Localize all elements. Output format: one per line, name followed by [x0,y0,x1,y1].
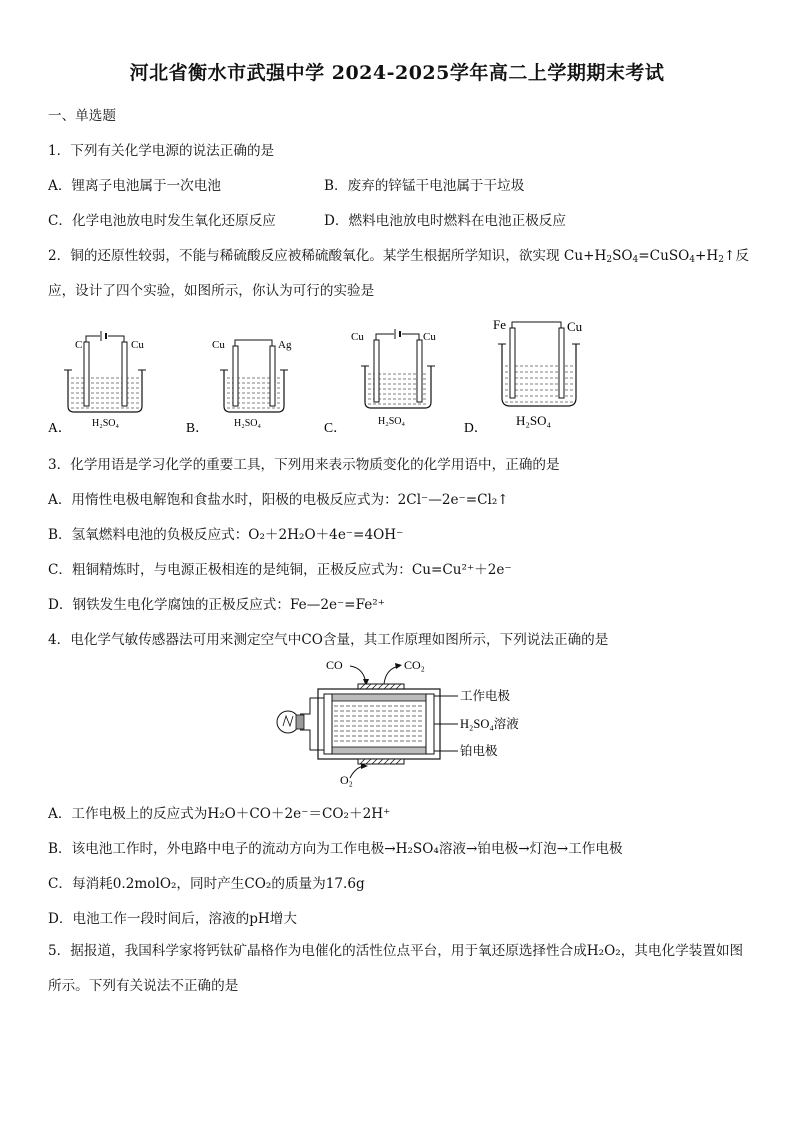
electrolyte-label: H₂SO₄ [516,413,552,428]
q4-sensor-diagram [270,654,560,790]
pt-electrode-label: 铂电极 [460,744,498,758]
q1-option-c: C．化学电池放电时发生氧化还原反应 [48,213,276,229]
q3-option-c: C．粗铜精炼时，与电源正极相连的是纯铜，正极反应式为：Cu=Cu²⁺＋2e⁻ [48,562,512,578]
q4-option-c: C．每消耗0.2molO₂，同时产生CO₂的质量为17.6g [48,876,365,892]
electrode-label: Cu [423,331,436,343]
electrode-label: Fe [493,317,506,332]
q4-stem: 4．电化学气敏传感器法可用来测定空气中CO含量，其工作原理如图所示，下列说法正确的是 [48,632,609,648]
electrode-label: C [75,339,83,351]
apparatus-d [464,317,583,435]
q2-stem-line2: 应，设计了四个实验，如图所示，你认为可行的实验是 [48,283,375,299]
electrolyte-label: H₂SO₄ [378,416,405,427]
q4-option-a: A．工作电极上的反应式为H₂O＋CO＋2e⁻＝CO₂＋2H⁺ [48,806,391,822]
light-bulb-icon [277,711,304,733]
apparatus-c [324,329,436,435]
electrolyte-label: H₂SO₄ [234,418,261,429]
apparatus-b [186,339,292,435]
q2-apparatus-figures [40,312,600,438]
q3-option-b: B．氢氧燃料电池的负极反应式：O₂＋2H₂O＋4e⁻=4OH⁻ [48,527,404,543]
q1-option-b: B．废弃的锌锰干电池属于干垃圾 [324,178,525,194]
option-label-a: A． [48,420,72,435]
solution-label: H₂SO₄溶液 [460,717,519,731]
option-label-d: D． [464,420,488,435]
q1-stem: 1．下列有关化学电源的说法正确的是 [48,143,275,159]
electrolyte-label: H₂SO₄ [92,418,119,429]
electrode-label: Cu [351,331,364,343]
section-heading: 一、单选题 [48,108,116,124]
electrode-label: Cu [567,319,583,334]
option-label-b: B． [186,420,209,435]
q3-stem: 3．化学用语是学习化学的重要工具，下列用来表示物质变化的化学用语中，正确的是 [48,457,560,473]
q1-option-a: A．锂离子电池属于一次电池 [48,178,221,194]
electrode-label: Cu [131,339,144,351]
q3-option-a: A．用惰性电极电解饱和食盐水时，阳极的电极反应式为：2Cl⁻—2e⁻=Cl₂↑ [48,492,509,508]
electrode-label: Cu [212,339,225,351]
option-label-c: C． [324,420,347,435]
electrode-label: Ag [278,339,292,351]
q5-stem: 5．据报道，我国科学家将钙钛矿晶格作为电催化的活性位点平台，用于氧还原选择性合成H₂O₂，其电化学装置如图所示。下列有关说法不正确的是 [48,943,744,994]
q1-option-d: D．燃料电池放电时燃料在电池正极反应 [324,213,566,229]
q3-option-d: D．钢铁发生电化学腐蚀的正极反应式：Fe—2e⁻=Fe²⁺ [48,597,385,613]
co2-label: CO₂ [404,658,425,672]
q4-option-b: B．该电池工作时，外电路中电子的流动方向为工作电极→H₂SO₄溶液→铂电极→灯泡→工作电极 [48,841,623,857]
q2-stem: 2．铜的还原性较弱，不能与稀硫酸反应被稀硫酸氧化。某学生根据所学知识，欲实现 $Cu+H_2SO_4=CuSO_4+H_2↑$反 [48,248,749,265]
apparatus-a [48,331,146,435]
co-label: CO [326,658,343,672]
page-title: 河北省衡水市武强中学 2024-2025学年高二上学期期末考试 [129,62,665,84]
q4-option-d: D．电池工作一段时间后，溶液的pH增大 [48,911,297,927]
o2-label: O₂ [340,773,353,787]
work-electrode-label: 工作电极 [460,689,511,703]
